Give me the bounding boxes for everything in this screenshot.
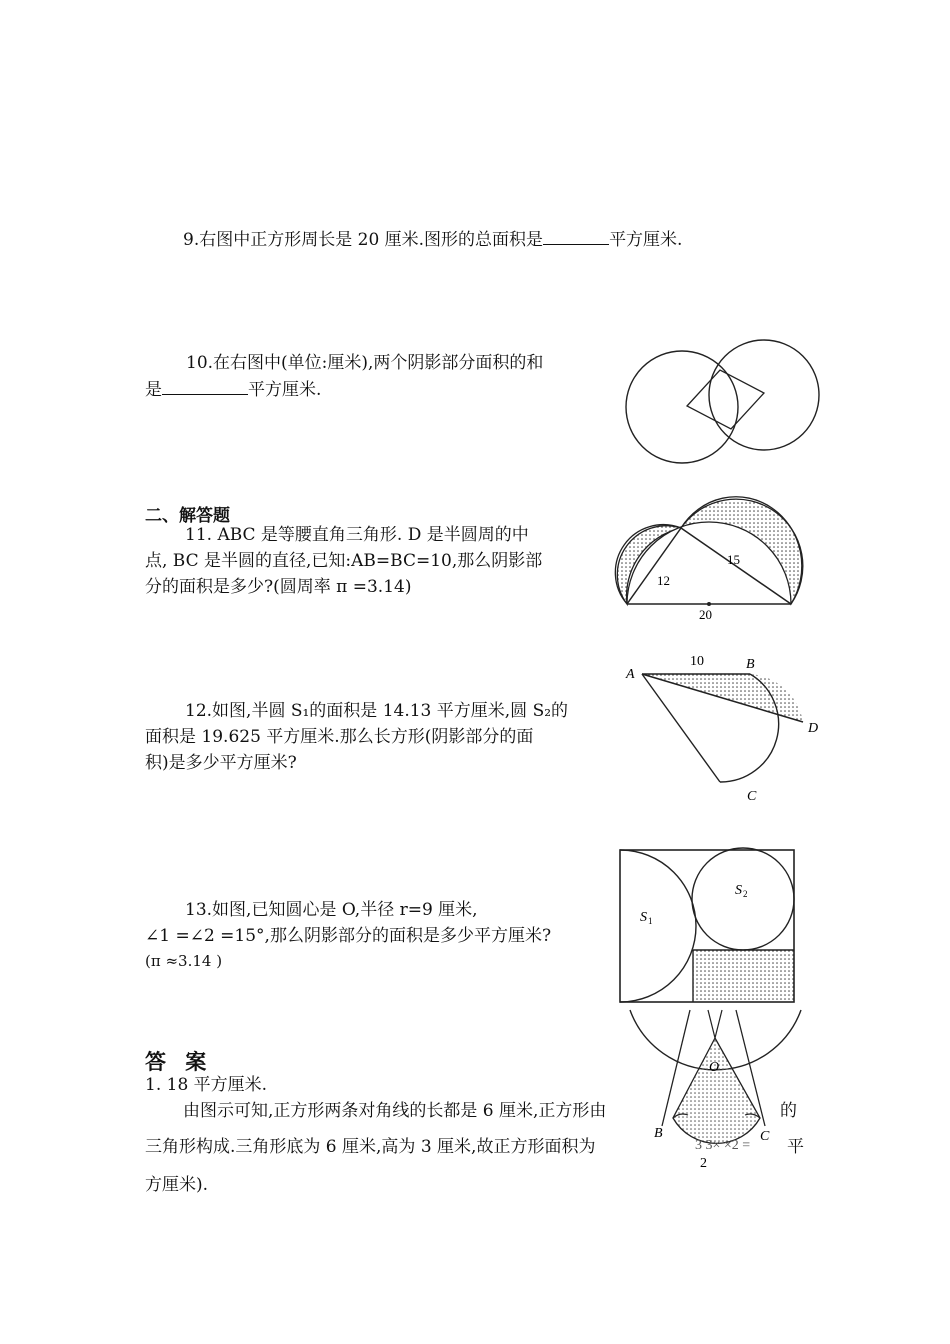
problem-9-unit: 平方厘米. xyxy=(609,230,683,250)
problem-12-line3: 积)是多少平方厘米? xyxy=(145,753,297,773)
section-title: 二、解答题 xyxy=(145,506,230,526)
answer-1-line1-tail: 的 xyxy=(780,1101,797,1121)
figure-triangle-semicircles xyxy=(605,490,820,625)
label-b: B xyxy=(654,1126,663,1141)
problem-9 xyxy=(183,226,682,253)
figure-circle-sector xyxy=(618,1008,808,1168)
label-s2-subscript: 2 xyxy=(743,889,748,899)
figure-rectangle-circles xyxy=(616,846,800,1006)
problem-10-unit: 平方厘米. xyxy=(248,380,322,400)
problem-11-line1: 11. ABC 是等腰直角三角形. D 是半圆周的中 xyxy=(185,525,529,545)
problem-11-line3: 分的面积是多少?(圆周率 π =3.14) xyxy=(145,577,412,597)
label-c: C xyxy=(747,789,757,804)
answer-blank xyxy=(543,226,609,245)
problem-9-text: 9.右图中正方形周长是 20 厘米.图形的总面积是 xyxy=(183,230,544,250)
answer-1-line2: 三角形构成.三角形底为 6 厘米,高为 3 厘米,故正方形面积为 xyxy=(145,1137,596,1157)
answer-blank xyxy=(162,376,248,395)
label-c: C xyxy=(760,1129,770,1144)
problem-10-text: 是 xyxy=(145,380,162,400)
label-15: 15 xyxy=(727,552,740,567)
label-a: A xyxy=(626,667,635,682)
answer-1-line1: 由图示可知,正方形两条对角线的长都是 6 厘米,正方形由 xyxy=(183,1101,607,1121)
label-d: D xyxy=(808,721,819,736)
figure-two-circles xyxy=(625,333,825,468)
label-20: 20 xyxy=(699,607,712,622)
problem-13-line3: (π ≈3.14 ) xyxy=(145,952,223,970)
label-10: 10 xyxy=(690,654,704,669)
problem-11-line2: 点, BC 是半圆的直径,已知:AB=BC=10,那么阴影部 xyxy=(145,551,543,571)
figure-semicircle-abcd xyxy=(620,650,835,805)
problem-12-line2: 面积是 19.625 平方厘米.那么长方形(阴影部分的面 xyxy=(145,727,534,747)
label-s1-subscript: 1 xyxy=(648,916,653,926)
problem-13-line2: ∠1 =∠2 =15°,那么阴影部分的面积是多少平方厘米? xyxy=(145,926,552,946)
label-s1: S xyxy=(640,910,647,925)
problem-12-line1: 12.如图,半圆 S₁的面积是 14.13 平方厘米,圆 S₂的 xyxy=(185,701,569,721)
answers-title: 答 案 xyxy=(145,1050,213,1074)
answer-1-head: 1. 18 平方厘米. xyxy=(145,1075,268,1095)
formula-fragment: 3 3× ×2 = xyxy=(695,1138,751,1153)
problem-10-line2 xyxy=(145,376,321,403)
formula-denominator: 2 xyxy=(700,1156,707,1168)
problem-10-line1: 10.在右图中(单位:厘米),两个阴影部分面积的和 xyxy=(186,353,544,373)
problem-13-line1: 13.如图,已知圆心是 O,半径 r=9 厘米, xyxy=(185,900,478,920)
answer-1-line3: 方厘米). xyxy=(145,1175,209,1195)
label-s2: S xyxy=(735,883,742,898)
answer-1-line2-tail: 平 xyxy=(787,1137,804,1157)
label-12: 12 xyxy=(657,573,670,588)
label-o: O xyxy=(709,1060,720,1075)
label-b: B xyxy=(746,657,755,672)
